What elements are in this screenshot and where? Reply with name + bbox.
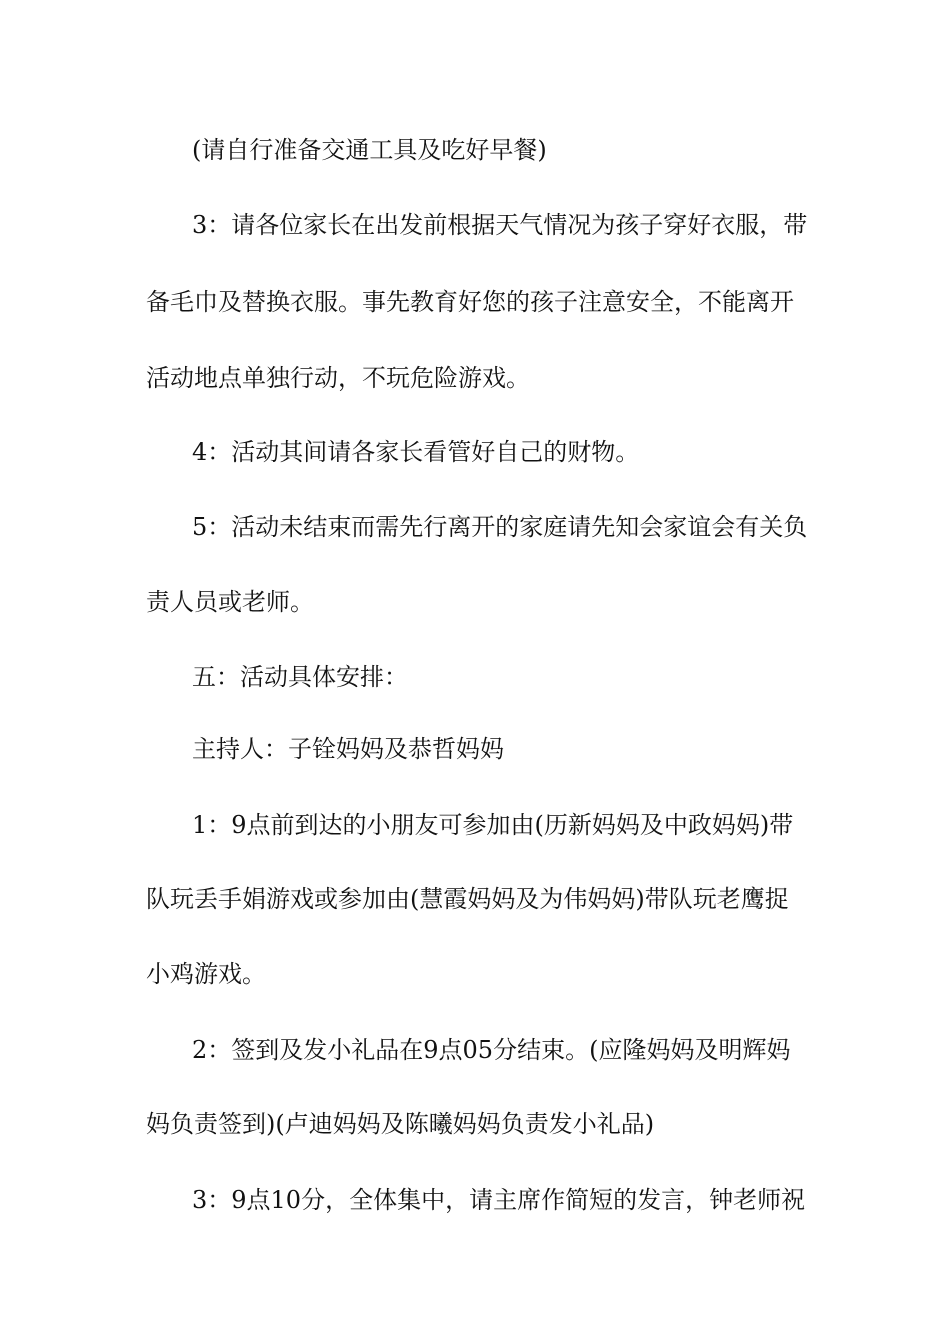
text-line: 3：9点10分，全体集中，请主席作简短的发言，钟老师祝 — [192, 1186, 806, 1214]
text-line: 队玩丢手娟游戏或参加由(慧霞妈妈及为伟妈妈)带队玩老鹰捉 — [146, 885, 789, 913]
text-line: (请自行准备交通工具及吃好早餐) — [192, 136, 547, 164]
text-line: 5：活动未结束而需先行离开的家庭请先知会家谊会有关负 — [192, 513, 808, 541]
text-line: 活动地点单独行动，不玩危险游戏。 — [146, 364, 530, 392]
text-line: 主持人：子铨妈妈及恭哲妈妈 — [192, 735, 504, 763]
text-line: 小鸡游戏。 — [146, 960, 266, 988]
text-line: 4：活动其间请各家长看管好自己的财物。 — [192, 438, 640, 466]
text-line: 五：活动具体安排： — [192, 663, 408, 691]
text-line: 1：9点前到达的小朋友可参加由(历新妈妈及中政妈妈)带 — [192, 811, 794, 839]
text-line: 备毛巾及替换衣服。事先教育好您的孩子注意安全，不能离开 — [146, 288, 794, 316]
text-line: 2：签到及发小礼品在9点05分结束。(应隆妈妈及明辉妈 — [192, 1036, 791, 1064]
text-line: 责人员或老师。 — [146, 588, 314, 616]
text-line: 妈负责签到)(卢迪妈妈及陈曦妈妈负责发小礼品) — [146, 1110, 655, 1138]
text-line: 3：请各位家长在出发前根据天气情况为孩子穿好衣服，带 — [192, 211, 808, 239]
